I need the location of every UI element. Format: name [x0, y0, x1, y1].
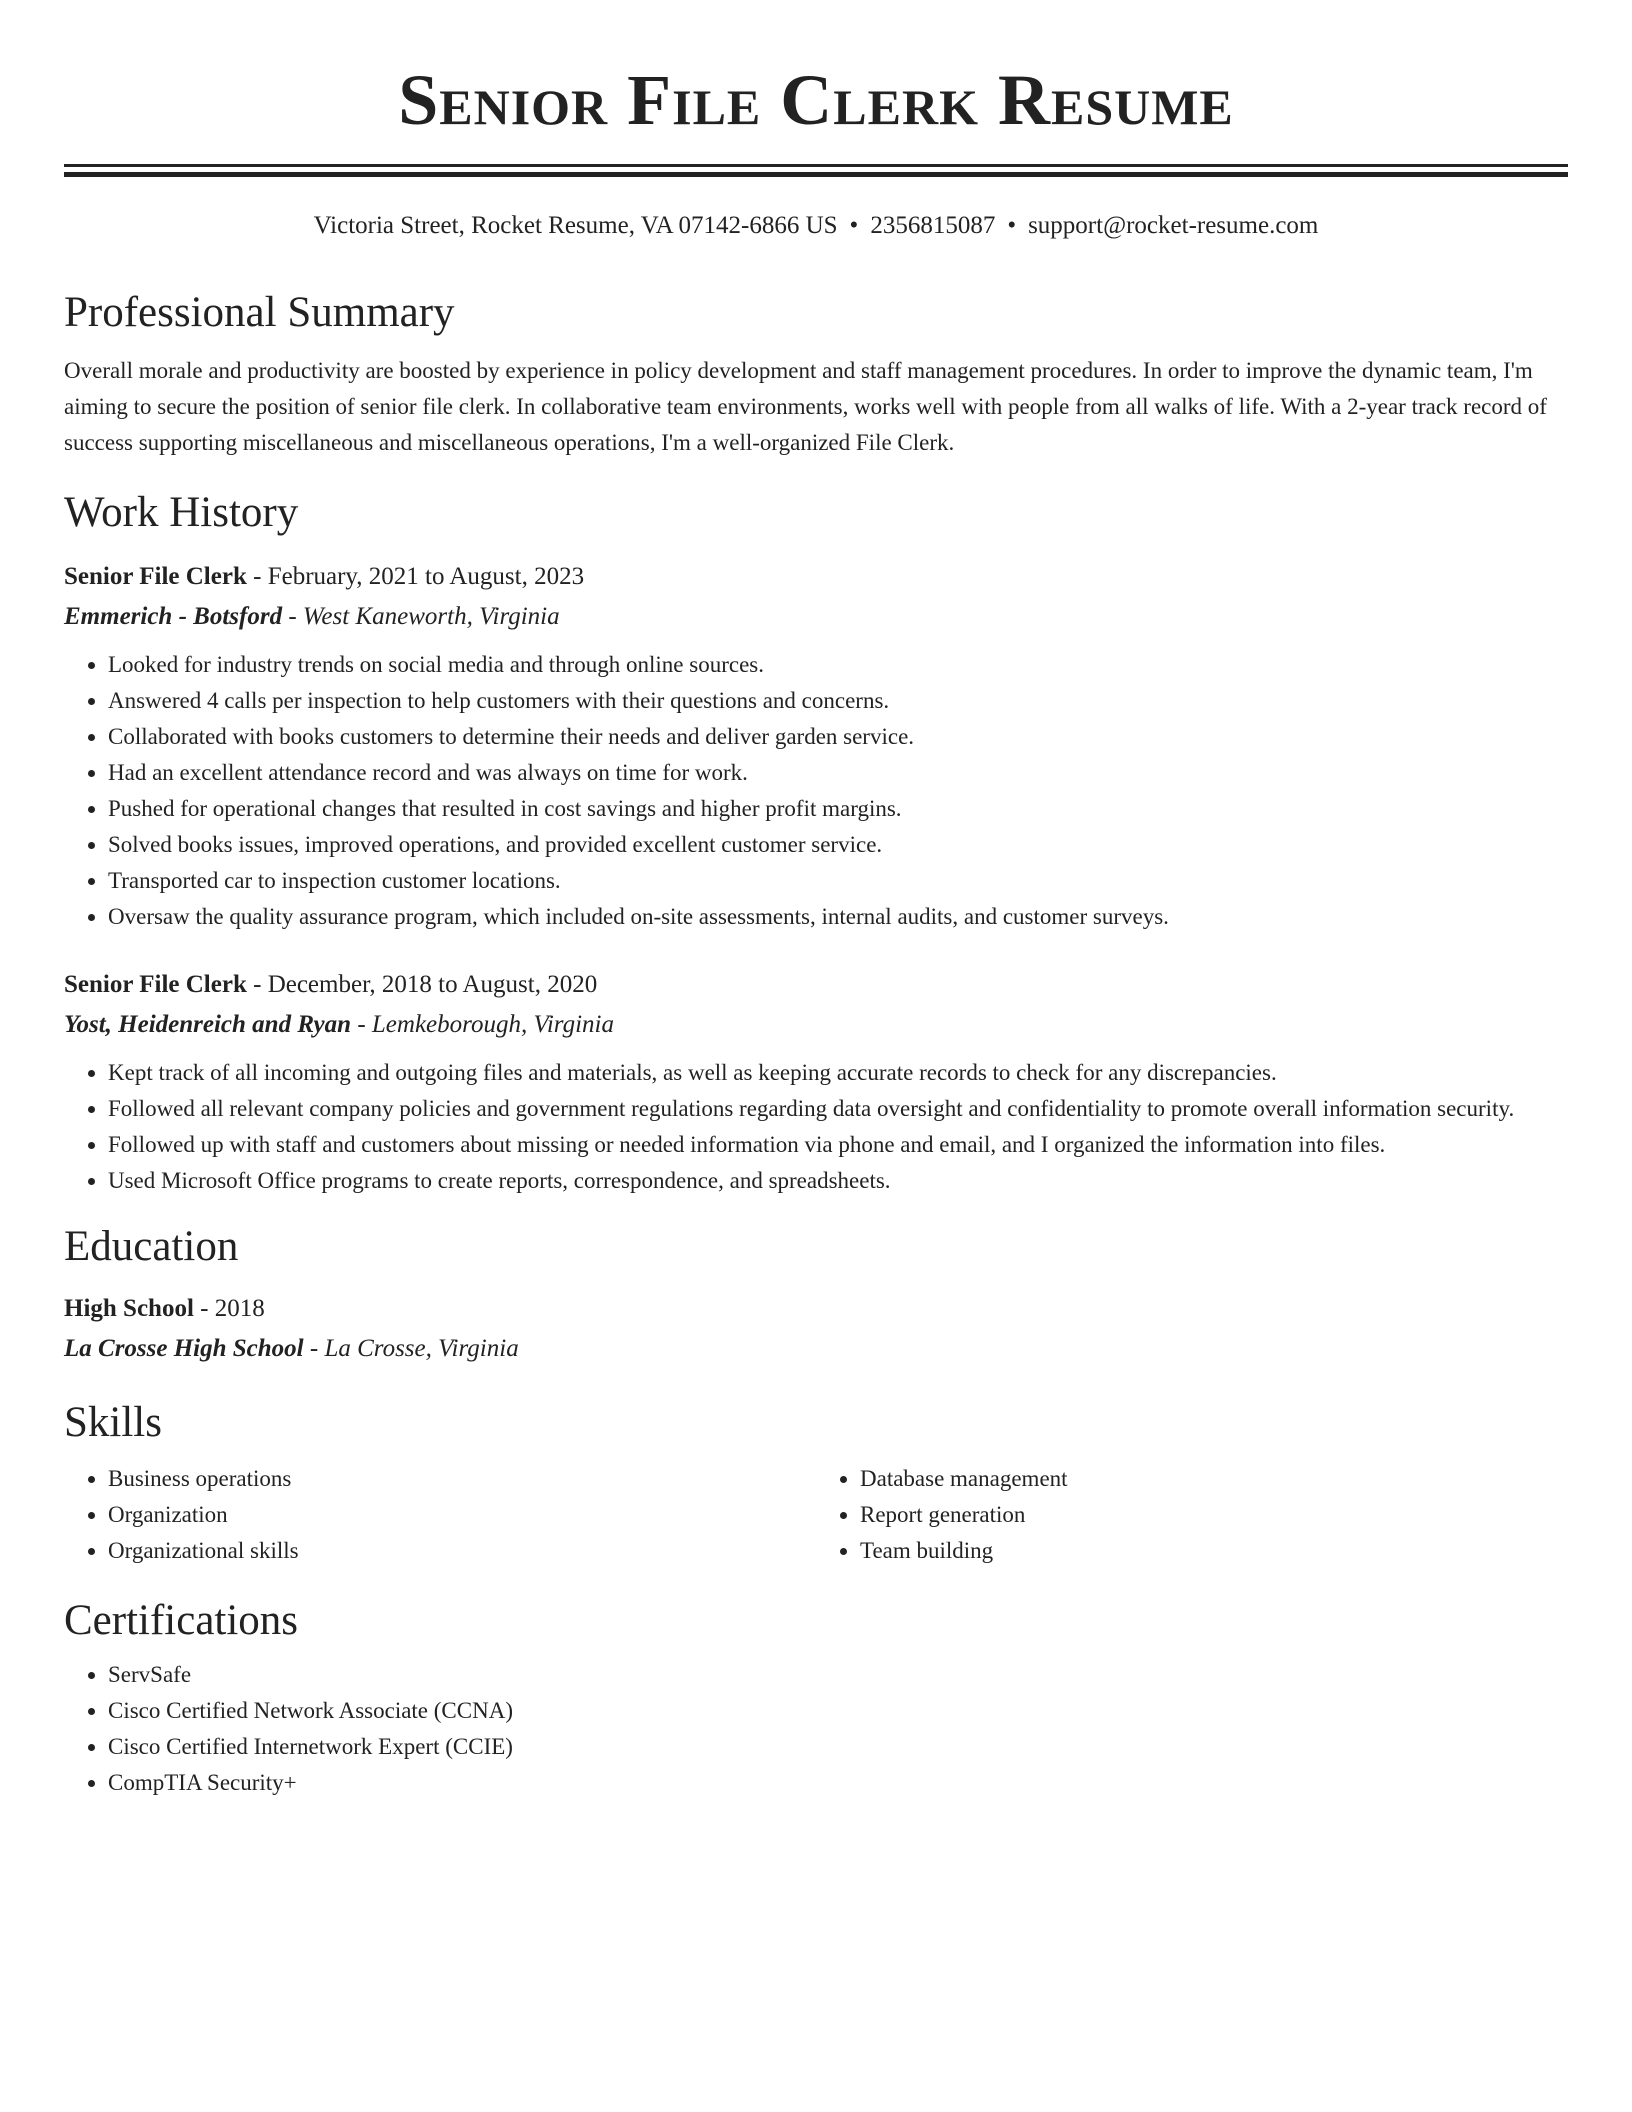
list-item: • Collaborated with books customers to determine their needs and deliver garden service.: [108, 719, 1568, 755]
title-rule-top: [64, 164, 1568, 167]
job-title: Senior File Clerk: [64, 971, 247, 998]
job-company: Yost, Heidenreich and Ryan: [64, 1011, 352, 1038]
list-item: • Cisco Certified Network Associate (CCNA): [108, 1693, 1568, 1729]
job-company-line: [64, 597, 1568, 637]
certifications-list: [64, 1657, 1568, 1801]
skills-grid: [64, 1461, 1568, 1569]
dash: -: [357, 1011, 366, 1038]
contact-separator: •: [849, 212, 859, 239]
list-item: • Cisco Certified Internetwork Expert (CCIE): [108, 1729, 1568, 1765]
list-item: • Solved books issues, improved operations, and provided excellent customer service.: [108, 827, 1568, 863]
list-item: • Organizational skills: [108, 1533, 816, 1569]
skills-column-right: [816, 1461, 1568, 1569]
list-item: • ServSafe: [108, 1657, 1568, 1693]
list-item: • Had an excellent attendance record and was always on time for work.: [108, 755, 1568, 791]
dash: -: [200, 1295, 209, 1322]
list-item: • Oversaw the quality assurance program, which included on-site assessments, internal audits, and customer surveys.: [108, 899, 1568, 935]
job-entry: [64, 557, 1568, 935]
certifications-heading: Certifications: [64, 1597, 299, 1644]
list-item: • Kept track of all incoming and outgoing files and materials, as well as keeping accurate records to check for any discrepancies.: [108, 1055, 1568, 1091]
dash: -: [288, 603, 297, 630]
education-heading: Education: [64, 1223, 239, 1270]
list-item: • Looked for industry trends on social media and through online sources.: [108, 647, 1568, 683]
list-item: • Organization: [108, 1497, 816, 1533]
job-location: Lemkeborough, Virginia: [371, 1011, 614, 1038]
summary-heading: Professional Summary: [64, 289, 455, 336]
dash: -: [253, 563, 262, 590]
job-dates: February, 2021 to August, 2023: [267, 563, 585, 590]
education-degree: High School: [64, 1295, 194, 1322]
education-year: 2018: [214, 1295, 265, 1322]
list-item: • CompTIA Security+: [108, 1765, 1568, 1801]
job-bullets: [64, 647, 1568, 935]
job-title-line: [64, 557, 1568, 597]
contact-separator: •: [1007, 212, 1017, 239]
list-item: • Pushed for operational changes that resulted in cost savings and higher profit margins.: [108, 791, 1568, 827]
list-item: • Followed up with staff and customers about missing or needed information via phone and email, and I organized the information into files.: [108, 1127, 1568, 1163]
list-item: • Used Microsoft Office programs to create reports, correspondence, and spreadsheets.: [108, 1163, 1568, 1199]
skills-heading: Skills: [64, 1399, 162, 1446]
job-location: West Kaneworth, Virginia: [302, 603, 560, 630]
job-title: Senior File Clerk: [64, 563, 247, 590]
job-bullets: [64, 1055, 1568, 1199]
work-history-heading: Work History: [64, 489, 299, 536]
list-item: • Followed all relevant company policies and government regulations regarding data oversight and confidentiality to promote overall information security.: [108, 1091, 1568, 1127]
list-item: • Team building: [860, 1533, 1568, 1569]
list-item: • Answered 4 calls per inspection to help customers with their questions and concerns.: [108, 683, 1568, 719]
contact-phone: 2356815087: [870, 212, 996, 239]
education-entry: [64, 1289, 1568, 1369]
job-company: Emmerich - Botsford: [64, 603, 283, 630]
list-item: • Database management: [860, 1461, 1568, 1497]
education-school-line: [64, 1329, 1568, 1369]
job-entry: [64, 965, 1568, 1199]
job-title-line: [64, 965, 1568, 1005]
job-company-line: [64, 1005, 1568, 1045]
education-location: La Crosse, Virginia: [324, 1335, 519, 1362]
list-item: • Transported car to inspection customer locations.: [108, 863, 1568, 899]
dash: -: [309, 1335, 319, 1362]
list-item: • Report generation: [860, 1497, 1568, 1533]
job-dates: December, 2018 to August, 2020: [267, 971, 598, 998]
contact-email: support@rocket-resume.com: [1028, 212, 1319, 239]
skills-column-left: [64, 1461, 816, 1569]
summary-text: Overall morale and productivity are boosted by experience in policy development and staff management procedures. In order to improve the dynamic team, I'm aiming to secure the position of senior file clerk. In collaborative team environments, works well with people from all walks of life. With a 2-year track record of success supporting miscellaneous and miscellaneous operations, I'm a well-organized File Clerk.: [64, 358, 1547, 455]
education-degree-line: [64, 1289, 1568, 1329]
dash: -: [253, 971, 262, 998]
title-rule-bottom: [64, 172, 1568, 177]
list-item: • Business operations: [108, 1461, 816, 1497]
contact-address: Victoria Street, Rocket Resume, VA 07142-6866 US: [313, 212, 838, 239]
education-school: La Crosse High School: [64, 1335, 304, 1362]
contact-line: [64, 209, 1568, 243]
resume-title: Senior File Clerk Resume: [398, 60, 1234, 140]
